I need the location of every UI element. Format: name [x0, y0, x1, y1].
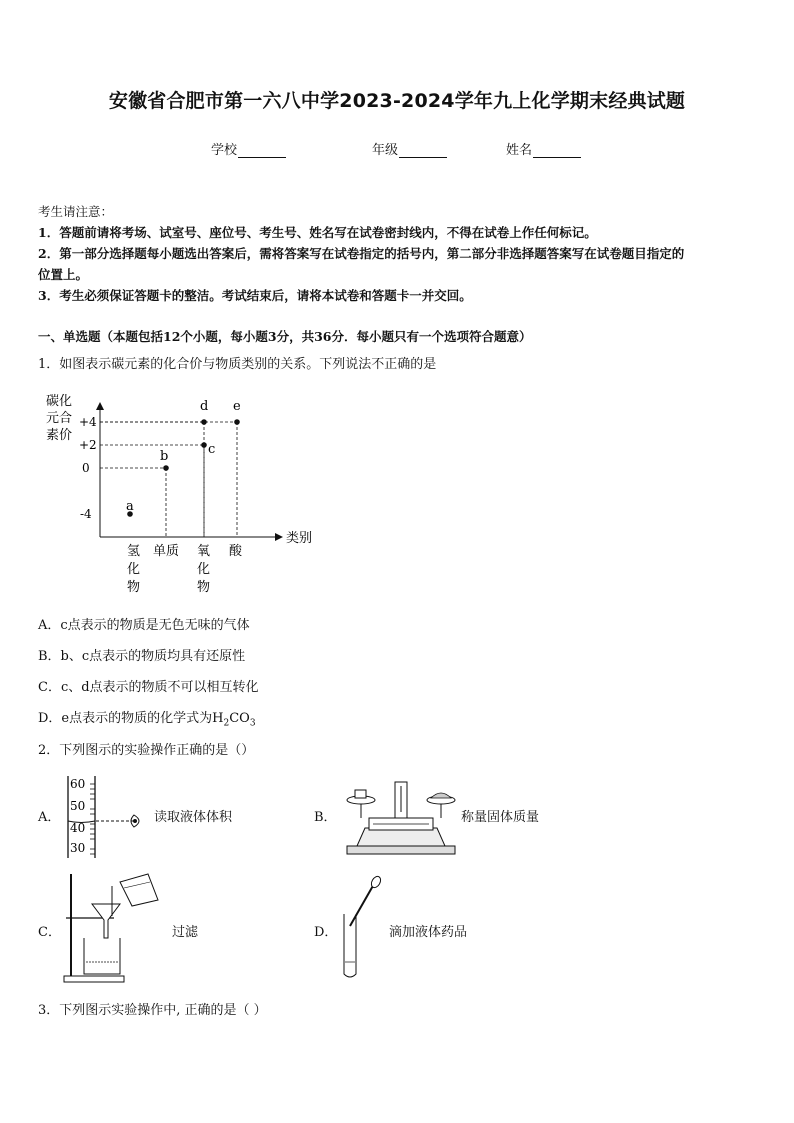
x-cat-hydride-1: 氢	[127, 544, 141, 559]
notice-block	[38, 201, 758, 306]
x-cat-acid: 酸	[229, 544, 243, 559]
point-label-b: b	[160, 449, 169, 464]
x-axis-label: 类别	[286, 531, 313, 546]
y-axis-label-3: 素价	[46, 428, 73, 443]
y-tick-minus4: -4	[80, 507, 92, 521]
name-field	[506, 139, 581, 158]
q1-option-d-formula: CO	[229, 711, 250, 726]
x-cat-oxide-3: 物	[197, 580, 211, 595]
q2-option-d-text: 滴加液体药品	[389, 925, 468, 940]
dropper-diagram	[336, 874, 386, 982]
cylinder-mark-60: 60	[70, 777, 86, 791]
filtration-diagram	[58, 866, 168, 986]
notice-heading: 考生请注意：	[38, 204, 114, 219]
chart-marks	[100, 399, 241, 537]
q2-option-b-label[interactable]: B．	[314, 810, 337, 825]
x-cat-hydride-3: 物	[127, 580, 141, 595]
balance-diagram	[343, 778, 459, 858]
notice-item-2: 2．第一部分选择题每小题选出答案后，需将答案写在试卷指定的括号内，第二部分非选择题答案写在试卷题目指定的	[38, 246, 685, 261]
school-blank	[238, 145, 286, 158]
grade-blank	[399, 145, 447, 158]
grade-label: 年级	[372, 143, 399, 158]
point-label-d: d	[200, 399, 209, 414]
q1-option-c[interactable]: C．c、d点表示的物质不可以相互转化	[38, 680, 259, 695]
name-label: 姓名	[506, 143, 533, 158]
section-heading: 一、单选题（本题包括12个小题，每小题3分，共36分．每小题只有一个选项符合题意）	[38, 329, 532, 344]
q3-stem: 3．下列图示实验操作中, 正确的是（ ）	[38, 1003, 267, 1018]
cylinder-mark-50: 50	[70, 799, 86, 813]
y-axis-label-2: 元合	[46, 411, 73, 426]
q2-option-c-text: 过滤	[172, 925, 199, 940]
y-ticks	[79, 415, 97, 521]
q2-option-d-label[interactable]: D．	[314, 925, 338, 940]
notice-item-3: 3．考生必须保证答题卡的整洁。考试结束后，请将本试卷和答题卡一并交回。	[38, 288, 472, 303]
x-cat-element: 单质	[153, 544, 180, 559]
q1-option-a[interactable]: A．c点表示的物质是无色无味的气体	[38, 618, 250, 633]
q1-option-d[interactable]	[38, 707, 256, 729]
q1-option-b[interactable]: B．b、c点表示的物质均具有还原性	[38, 649, 246, 664]
x-cat-oxide-1: 氧	[197, 544, 211, 559]
y-tick-plus2: +2	[79, 438, 97, 452]
q2-option-c-label[interactable]: C．	[38, 925, 61, 940]
q1-option-d-text: D．e点表示的物质的化学式为H	[38, 711, 224, 726]
q1-stem: 1．如图表示碳元素的化合价与物质类别的关系。下列说法不正确的是	[38, 357, 437, 372]
graduated-cylinder-diagram	[60, 772, 150, 862]
q2-option-a-label[interactable]: A．	[38, 810, 61, 825]
school-field	[211, 139, 286, 158]
point-label-c: c	[208, 442, 216, 457]
y-tick-plus4: +4	[79, 415, 97, 429]
point-label-a: a	[126, 499, 134, 514]
point-b	[163, 465, 169, 471]
subscript-3: 3	[249, 718, 256, 729]
cylinder-mark-30: 30	[70, 841, 86, 855]
cylinder-mark-40: 40	[70, 821, 86, 835]
grade-field	[372, 139, 447, 158]
valence-chart	[40, 385, 330, 600]
q2-option-a-text: 读取液体体积	[154, 810, 233, 825]
subscript-2: 2	[223, 718, 230, 729]
x-categories	[127, 544, 243, 595]
y-tick-0: 0	[82, 461, 90, 475]
notice-item-2-cont: 位置上。	[38, 267, 89, 282]
name-blank	[533, 145, 581, 158]
q2-option-b-text: 称量固体质量	[461, 810, 540, 825]
point-e	[234, 419, 240, 425]
page-title: 安徽省合肥市第一六八中学2023-2024学年九上化学期末经典试题	[108, 90, 686, 112]
point-label-e: e	[233, 399, 241, 414]
notice-item-1: 1．答题前请将考场、试室号、座位号、考生号、姓名写在试卷密封线内，不得在试卷上作任何标记。	[38, 225, 597, 240]
x-cat-hydride-2: 化	[127, 562, 141, 577]
x-cat-oxide-2: 化	[197, 562, 211, 577]
school-label: 学校	[211, 143, 238, 158]
q2-stem: 2．下列图示的实验操作正确的是（）	[38, 743, 255, 758]
y-axis-label-1: 碳化	[46, 394, 73, 409]
